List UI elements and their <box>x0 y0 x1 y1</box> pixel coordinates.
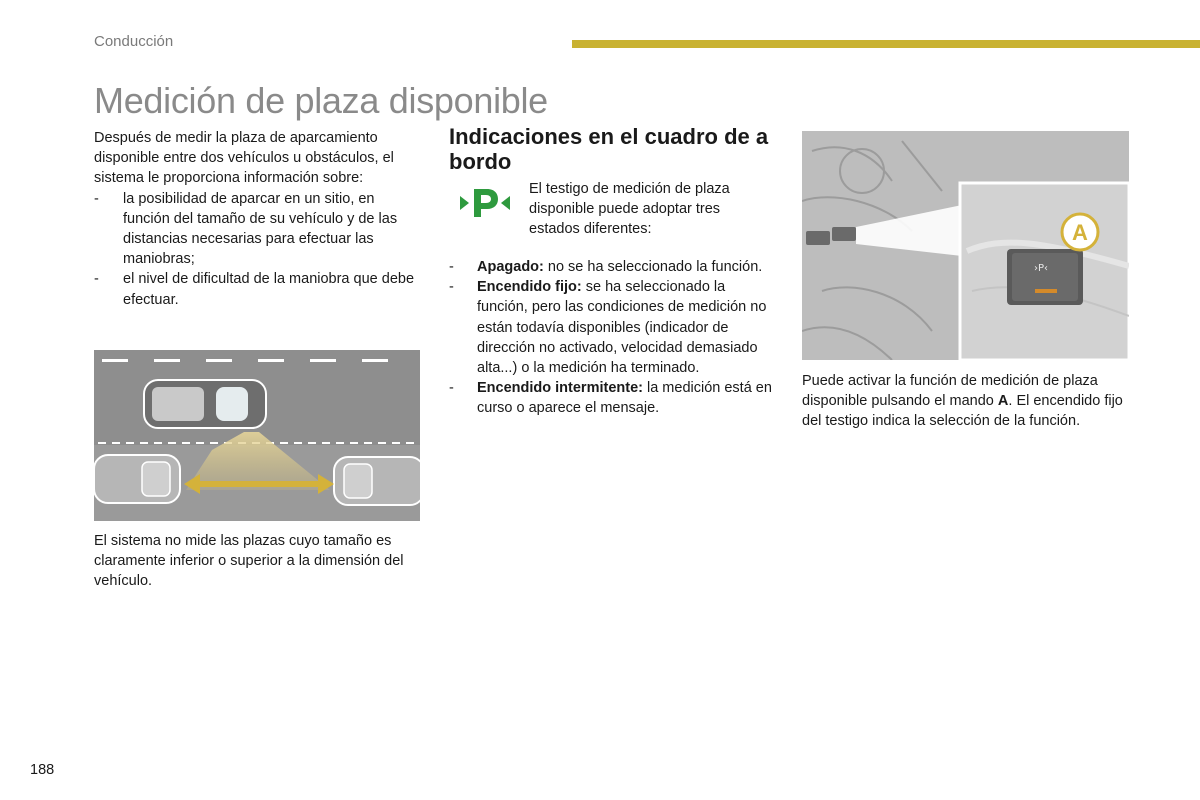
list-item: - Encendido fijo: se ha seleccionado la función, pero las condiciones de medición no están todavía disponibles (indicador de dirección no activado, velocidad demasiado alta...) o la medición ha terminado. <box>449 279 767 377</box>
indicator-description: El testigo de medición de plaza disponible puede adoptar tres estados diferentes: <box>529 181 730 238</box>
svg-text:›P‹: ›P‹ <box>1034 263 1049 274</box>
header-accent-bar <box>572 40 1200 48</box>
dashboard-button-illustration <box>802 131 1129 360</box>
intro-text <box>94 128 424 310</box>
list-item: - el nivel de dificultad de la maniobra que debe efectuar. <box>94 271 415 308</box>
page-title: Medición de plaza disponible <box>94 80 548 121</box>
list-item: - Encendido intermitente: la medición está en curso o aparece el mensaje. <box>449 380 772 417</box>
section-heading: Indicaciones en el cuadro de a bordo <box>449 124 769 174</box>
page-number: 188 <box>30 762 55 778</box>
parking-space-illustration <box>94 350 420 521</box>
intro-paragraph: Después de medir la plaza de aparcamiento disponible entre dos vehículos u obstáculos, el sistema le proporciona información sobre: <box>94 130 394 187</box>
figure1-caption: El sistema no mide las plazas cuyo tamaño es claramente inferior o superior a la dimensión del vehículo. <box>94 533 404 590</box>
section-label: Conducción <box>94 33 174 50</box>
parking-measure-indicator-icon <box>460 186 510 220</box>
intro-list <box>94 189 424 310</box>
figure2-caption: Puede activar la función de medición de plaza disponible pulsando el mando A. El encendido fijo del testigo indica la selección de la función. <box>802 373 1123 430</box>
callout-a: A <box>1072 220 1088 245</box>
indicator-states-list <box>449 257 779 419</box>
list-item: - Apagado: no se ha seleccionado la función. <box>449 259 763 275</box>
list-item: - la posibilidad de aparcar en un sitio, en función del tamaño de su vehículo y de las distancias necesarias para efectuar las maniobras; <box>94 190 398 268</box>
